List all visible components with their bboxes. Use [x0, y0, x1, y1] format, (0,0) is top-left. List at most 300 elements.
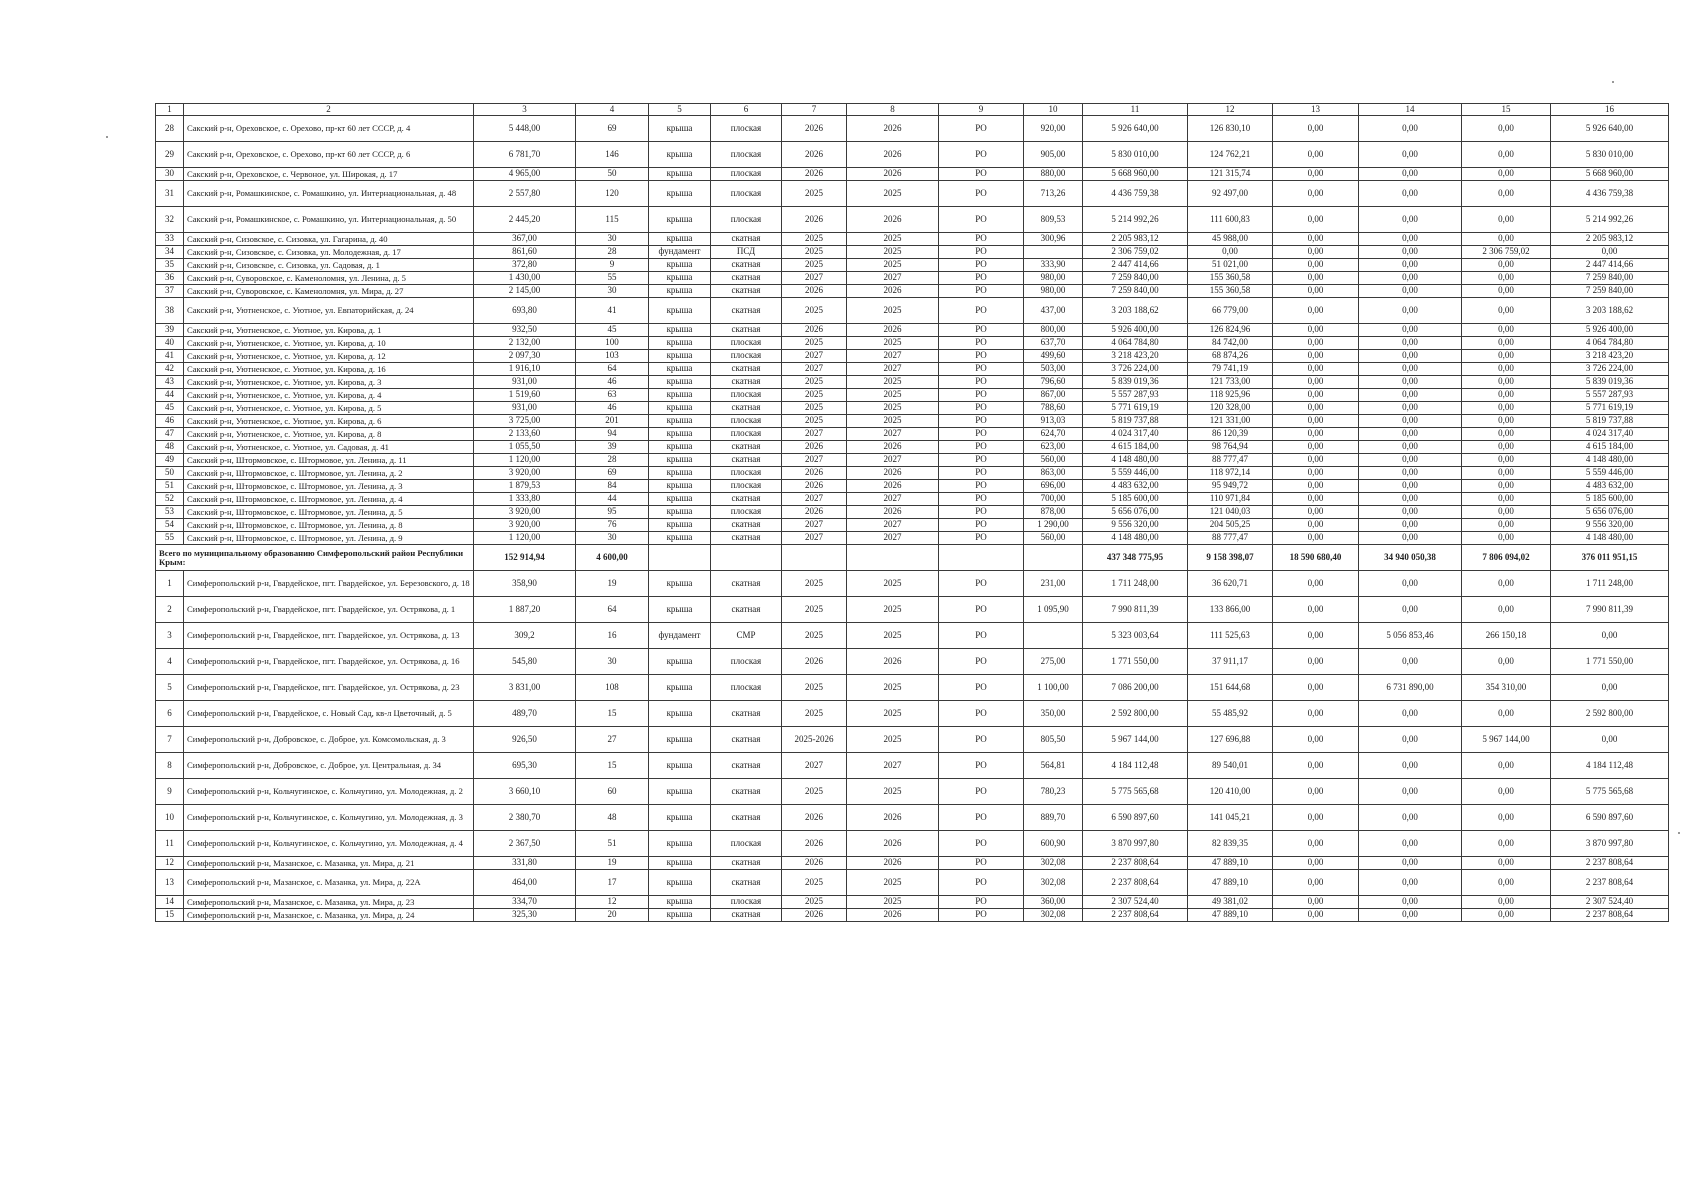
cell-c6: плоская	[711, 168, 782, 181]
column-header-16: 16	[1551, 104, 1669, 116]
cell-c6: скатная	[711, 805, 782, 831]
cell-c3: 1 120,00	[474, 532, 576, 545]
cell-c5: крыша	[649, 441, 711, 454]
cell-c4: 28	[576, 454, 649, 467]
cell-c8: 2026	[847, 480, 939, 493]
cell-c15: 0,00	[1462, 896, 1551, 909]
cell-c8: 2026	[847, 441, 939, 454]
cell-c16: 5 839 019,36	[1551, 376, 1669, 389]
cell-c4: 100	[576, 337, 649, 350]
row-number: 49	[156, 454, 184, 467]
cell-c9: РО	[939, 480, 1024, 493]
cell-c4: 120	[576, 181, 649, 207]
cell-c13: 0,00	[1273, 350, 1359, 363]
cell-c3: 3 920,00	[474, 467, 576, 480]
cell-c8: 2025	[847, 298, 939, 324]
cell-c14: 0,00	[1359, 454, 1462, 467]
cell-c15: 0,00	[1462, 493, 1551, 506]
table-row	[156, 649, 1669, 675]
cell-c16: 0,00	[1551, 727, 1669, 753]
cell-c15: 0,00	[1462, 285, 1551, 298]
cell-c3: 4 965,00	[474, 168, 576, 181]
address-cell: Симферопольский р-н, Добровское, с. Доброе, ул. Центральная, д. 34	[184, 753, 474, 779]
cell-c14: 0,00	[1359, 428, 1462, 441]
cell-c15: 0,00	[1462, 519, 1551, 532]
cell-c11: 4 148 480,00	[1083, 532, 1188, 545]
scan-speck	[1678, 832, 1680, 834]
address-cell: Сакский р-н, Штормовское, с. Штормовое, ул. Ленина, д. 9	[184, 532, 474, 545]
cell-c8: 2025	[847, 415, 939, 428]
cell-c6: СМР	[711, 623, 782, 649]
cell-c9: РО	[939, 116, 1024, 142]
cell-c6: скатная	[711, 571, 782, 597]
cell-c15: 0,00	[1462, 259, 1551, 272]
cell-c9: РО	[939, 779, 1024, 805]
cell-c13: 0,00	[1273, 298, 1359, 324]
address-cell: Симферопольский р-н, Мазанское, с. Мазанка, ул. Мира, д. 23	[184, 896, 474, 909]
cell-c14: 0,00	[1359, 870, 1462, 896]
column-header-2: 2	[184, 104, 474, 116]
cell-c13: 0,00	[1273, 870, 1359, 896]
cell-c3: 695,30	[474, 753, 576, 779]
cell-c8: 2026	[847, 506, 939, 519]
cell-c11: 4 148 480,00	[1083, 454, 1188, 467]
cell-c3: 1 887,20	[474, 597, 576, 623]
cell-c16: 2 447 414,66	[1551, 259, 1669, 272]
cell-c9: РО	[939, 272, 1024, 285]
cell-c5: крыша	[649, 805, 711, 831]
cell-c7: 2027	[782, 428, 847, 441]
cell-c12: 49 381,02	[1188, 896, 1273, 909]
cell-c10: 499,60	[1024, 350, 1083, 363]
cell-c13: 0,00	[1273, 623, 1359, 649]
cell-c3: 1 120,00	[474, 454, 576, 467]
cell-c8: 2026	[847, 805, 939, 831]
cell-c5: крыша	[649, 493, 711, 506]
cell-c16: 2 237 808,64	[1551, 857, 1669, 870]
address-cell: Сакский р-н, Ореховское, с. Орехово, пр-кт 60 лет СССР, д. 4	[184, 116, 474, 142]
cell-c13: 0,00	[1273, 571, 1359, 597]
cell-c15: 0,00	[1462, 324, 1551, 337]
table-row	[156, 753, 1669, 779]
cell-c8: 2027	[847, 350, 939, 363]
cell-c12: 66 779,00	[1188, 298, 1273, 324]
cell-c14: 0,00	[1359, 285, 1462, 298]
cell-c9: РО	[939, 493, 1024, 506]
cell-c10: 809,53	[1024, 207, 1083, 233]
cell-c16: 4 615 184,00	[1551, 441, 1669, 454]
cell-c8: 2026	[847, 142, 939, 168]
cell-c14: 0,00	[1359, 324, 1462, 337]
address-cell: Симферопольский р-н, Гвардейское, пгт. Гвардейское, ул. Острякова, д. 23	[184, 675, 474, 701]
cell-c6: скатная	[711, 402, 782, 415]
cell-c8: 2026	[847, 649, 939, 675]
table-row	[156, 857, 1669, 870]
cell-c8: 2025	[847, 337, 939, 350]
cell-c16: 1 711 248,00	[1551, 571, 1669, 597]
address-cell: Сакский р-н, Сизовское, с. Сизовка, ул. Гагарина, д. 40	[184, 233, 474, 246]
cell-c14: 0,00	[1359, 350, 1462, 363]
cell-c16: 0,00	[1551, 623, 1669, 649]
row-number: 55	[156, 532, 184, 545]
cell-c12: 9 158 398,07	[1188, 545, 1273, 571]
cell-c5: крыша	[649, 233, 711, 246]
cell-c7: 2027	[782, 454, 847, 467]
cell-c12: 121 040,03	[1188, 506, 1273, 519]
table-row	[156, 415, 1669, 428]
cell-c14: 0,00	[1359, 909, 1462, 922]
cell-c13: 0,00	[1273, 389, 1359, 402]
cell-c16: 2 205 983,12	[1551, 233, 1669, 246]
capital-repair-table	[155, 103, 1669, 922]
cell-c11: 5 656 076,00	[1083, 506, 1188, 519]
cell-c5: крыша	[649, 389, 711, 402]
cell-c5: крыша	[649, 363, 711, 376]
cell-c6: скатная	[711, 454, 782, 467]
address-cell: Сакский р-н, Уютненское, с. Уютное, ул. Кирова, д. 5	[184, 402, 474, 415]
cell-c4: 39	[576, 441, 649, 454]
cell-c13: 0,00	[1273, 701, 1359, 727]
row-number: 30	[156, 168, 184, 181]
table-row	[156, 285, 1669, 298]
table-row	[156, 363, 1669, 376]
cell-c3: 367,00	[474, 233, 576, 246]
cell-c16: 5 771 619,19	[1551, 402, 1669, 415]
cell-c12: 124 762,21	[1188, 142, 1273, 168]
table-row	[156, 142, 1669, 168]
cell-c14: 0,00	[1359, 116, 1462, 142]
cell-c15: 0,00	[1462, 207, 1551, 233]
cell-c16: 5 775 565,68	[1551, 779, 1669, 805]
column-header-1: 1	[156, 104, 184, 116]
cell-c4: 4 600,00	[576, 545, 649, 571]
cell-c10: 880,00	[1024, 168, 1083, 181]
cell-c14: 0,00	[1359, 753, 1462, 779]
table-row	[156, 727, 1669, 753]
cell-c12: 36 620,71	[1188, 571, 1273, 597]
cell-c15: 0,00	[1462, 753, 1551, 779]
table-row	[156, 675, 1669, 701]
cell-c11: 2 307 524,40	[1083, 896, 1188, 909]
cell-c16: 4 064 784,80	[1551, 337, 1669, 350]
cell-c10: 788,60	[1024, 402, 1083, 415]
address-cell: Сакский р-н, Уютненское, с. Уютное, ул. Кирова, д. 4	[184, 389, 474, 402]
cell-c11: 5 967 144,00	[1083, 727, 1188, 753]
address-cell: Сакский р-н, Уютненское, с. Уютное, ул. Евпаторийская, д. 24	[184, 298, 474, 324]
cell-c3: 309,2	[474, 623, 576, 649]
cell-c11: 9 556 320,00	[1083, 519, 1188, 532]
cell-c6: плоская	[711, 142, 782, 168]
cell-c13: 0,00	[1273, 506, 1359, 519]
row-number: 38	[156, 298, 184, 324]
cell-c7: 2026	[782, 207, 847, 233]
cell-c8: 2026	[847, 324, 939, 337]
address-cell: Сакский р-н, Уютненское, с. Уютное, ул. Кирова, д. 12	[184, 350, 474, 363]
cell-c3: 2 133,60	[474, 428, 576, 441]
cell-c9: РО	[939, 753, 1024, 779]
cell-c12: 95 949,72	[1188, 480, 1273, 493]
cell-c12: 120 328,00	[1188, 402, 1273, 415]
row-number: 46	[156, 415, 184, 428]
cell-c3: 1 879,53	[474, 480, 576, 493]
cell-c9: РО	[939, 142, 1024, 168]
cell-c4: 69	[576, 467, 649, 480]
table-row	[156, 116, 1669, 142]
cell-c12: 133 866,00	[1188, 597, 1273, 623]
cell-c6: скатная	[711, 324, 782, 337]
cell-c7: 2027	[782, 363, 847, 376]
address-cell: Симферопольский р-н, Гвардейское, пгт. Гвардейское, ул. Березовского, д. 18	[184, 571, 474, 597]
cell-c3: 1 333,80	[474, 493, 576, 506]
cell-c5: крыша	[649, 415, 711, 428]
cell-c11: 7 086 200,00	[1083, 675, 1188, 701]
table-row	[156, 571, 1669, 597]
cell-c5: фундамент	[649, 246, 711, 259]
address-cell: Сакский р-н, Суворовское, с. Каменоломня, ул. Мира, д. 27	[184, 285, 474, 298]
address-cell: Сакский р-н, Штормовское, с. Штормовое, ул. Ленина, д. 4	[184, 493, 474, 506]
cell-c6: ПСД	[711, 246, 782, 259]
cell-c12: 110 971,84	[1188, 493, 1273, 506]
cell-c11: 5 771 619,19	[1083, 402, 1188, 415]
cell-c7: 2027	[782, 272, 847, 285]
cell-c5: крыша	[649, 896, 711, 909]
cell-c5: крыша	[649, 571, 711, 597]
column-header-15: 15	[1462, 104, 1551, 116]
cell-c5: крыша	[649, 168, 711, 181]
cell-c16: 0,00	[1551, 246, 1669, 259]
cell-c16: 5 926 640,00	[1551, 116, 1669, 142]
cell-c7: 2025	[782, 779, 847, 805]
table-row	[156, 506, 1669, 519]
cell-c7: 2025	[782, 623, 847, 649]
cell-c8: 2025	[847, 259, 939, 272]
cell-c16: 5 830 010,00	[1551, 142, 1669, 168]
cell-c6	[711, 545, 782, 571]
cell-c12: 86 120,39	[1188, 428, 1273, 441]
cell-c13: 0,00	[1273, 181, 1359, 207]
cell-c10: 878,00	[1024, 506, 1083, 519]
cell-c14: 0,00	[1359, 805, 1462, 831]
row-number: 40	[156, 337, 184, 350]
cell-c14: 6 731 890,00	[1359, 675, 1462, 701]
cell-c11: 5 559 446,00	[1083, 467, 1188, 480]
cell-c6: скатная	[711, 532, 782, 545]
cell-c15: 0,00	[1462, 441, 1551, 454]
cell-c3: 3 920,00	[474, 506, 576, 519]
cell-c4: 64	[576, 597, 649, 623]
cell-c8: 2027	[847, 532, 939, 545]
cell-c5: крыша	[649, 909, 711, 922]
cell-c15: 0,00	[1462, 181, 1551, 207]
cell-c4: 44	[576, 493, 649, 506]
cell-c14: 0,00	[1359, 519, 1462, 532]
cell-c11: 5 839 019,36	[1083, 376, 1188, 389]
cell-c7: 2026	[782, 506, 847, 519]
address-cell: Сакский р-н, Суворовское, с. Каменоломня, ул. Ленина, д. 5	[184, 272, 474, 285]
row-number: 3	[156, 623, 184, 649]
cell-c4: 19	[576, 857, 649, 870]
cell-c11: 2 592 800,00	[1083, 701, 1188, 727]
cell-c4: 16	[576, 623, 649, 649]
cell-c9: РО	[939, 896, 1024, 909]
row-number: 39	[156, 324, 184, 337]
cell-c16: 5 819 737,88	[1551, 415, 1669, 428]
address-cell: Сакский р-н, Штормовское, с. Штормовое, ул. Ленина, д. 11	[184, 454, 474, 467]
cell-c10: 1 100,00	[1024, 675, 1083, 701]
cell-c7: 2025	[782, 376, 847, 389]
cell-c3: 331,80	[474, 857, 576, 870]
column-header-7: 7	[782, 104, 847, 116]
cell-c5: крыша	[649, 831, 711, 857]
cell-c3: 489,70	[474, 701, 576, 727]
cell-c8: 2025	[847, 402, 939, 415]
cell-c13: 0,00	[1273, 480, 1359, 493]
cell-c14: 0,00	[1359, 259, 1462, 272]
cell-c5: крыша	[649, 337, 711, 350]
header-row	[156, 104, 1669, 116]
cell-c3: 152 914,94	[474, 545, 576, 571]
cell-c6: плоская	[711, 415, 782, 428]
cell-c3: 5 448,00	[474, 116, 576, 142]
row-number: 7	[156, 727, 184, 753]
cell-c16: 2 592 800,00	[1551, 701, 1669, 727]
address-cell: Сакский р-н, Уютненское, с. Уютное, ул. Кирова, д. 10	[184, 337, 474, 350]
cell-c14: 0,00	[1359, 727, 1462, 753]
cell-c5: крыша	[649, 727, 711, 753]
row-number: 43	[156, 376, 184, 389]
cell-c13: 0,00	[1273, 324, 1359, 337]
cell-c7: 2027	[782, 519, 847, 532]
cell-c8: 2025	[847, 389, 939, 402]
cell-c4: 9	[576, 259, 649, 272]
cell-c7: 2026	[782, 857, 847, 870]
address-cell: Сакский р-н, Ромашкинское, с. Ромашкино, ул. Интернациональная, д. 48	[184, 181, 474, 207]
cell-c13: 0,00	[1273, 454, 1359, 467]
cell-c3: 932,50	[474, 324, 576, 337]
address-cell: Сакский р-н, Штормовское, с. Штормовое, ул. Ленина, д. 5	[184, 506, 474, 519]
row-number: 41	[156, 350, 184, 363]
table-row	[156, 181, 1669, 207]
cell-c9: РО	[939, 870, 1024, 896]
cell-c8: 2026	[847, 467, 939, 480]
cell-c16: 4 148 480,00	[1551, 532, 1669, 545]
cell-c10: 503,00	[1024, 363, 1083, 376]
cell-c14: 0,00	[1359, 493, 1462, 506]
cell-c9: РО	[939, 415, 1024, 428]
cell-c11: 5 926 400,00	[1083, 324, 1188, 337]
row-number: 36	[156, 272, 184, 285]
cell-c14: 0,00	[1359, 441, 1462, 454]
cell-c9: РО	[939, 259, 1024, 272]
cell-c16: 6 590 897,60	[1551, 805, 1669, 831]
cell-c11: 5 926 640,00	[1083, 116, 1188, 142]
cell-c5: крыша	[649, 701, 711, 727]
cell-c12: 88 777,47	[1188, 532, 1273, 545]
column-header-9: 9	[939, 104, 1024, 116]
cell-c7: 2025	[782, 337, 847, 350]
cell-c16: 2 307 524,40	[1551, 896, 1669, 909]
cell-c11: 4 024 317,40	[1083, 428, 1188, 441]
cell-c16: 3 203 188,62	[1551, 298, 1669, 324]
cell-c4: 46	[576, 402, 649, 415]
cell-c6: плоская	[711, 506, 782, 519]
cell-c4: 27	[576, 727, 649, 753]
cell-c10: 980,00	[1024, 272, 1083, 285]
address-cell: Сакский р-н, Ромашкинское, с. Ромашкино, ул. Интернациональная, д. 50	[184, 207, 474, 233]
cell-c15: 7 806 094,02	[1462, 545, 1551, 571]
cell-c6: скатная	[711, 597, 782, 623]
cell-c5: крыша	[649, 298, 711, 324]
cell-c9: РО	[939, 350, 1024, 363]
row-number: 11	[156, 831, 184, 857]
table-row	[156, 779, 1669, 805]
cell-c10	[1024, 246, 1083, 259]
cell-c10: 624,70	[1024, 428, 1083, 441]
table-row	[156, 168, 1669, 181]
cell-c10: 360,00	[1024, 896, 1083, 909]
table-row	[156, 298, 1669, 324]
cell-c8: 2026	[847, 857, 939, 870]
row-number: 29	[156, 142, 184, 168]
cell-c16: 5 557 287,93	[1551, 389, 1669, 402]
cell-c5: крыша	[649, 116, 711, 142]
cell-c3: 931,00	[474, 402, 576, 415]
cell-c16: 7 990 811,39	[1551, 597, 1669, 623]
cell-c5: крыша	[649, 649, 711, 675]
cell-c13: 0,00	[1273, 532, 1359, 545]
cell-c8: 2027	[847, 454, 939, 467]
cell-c11: 2 237 808,64	[1083, 870, 1188, 896]
cell-c14: 0,00	[1359, 142, 1462, 168]
cell-c13: 0,00	[1273, 246, 1359, 259]
cell-c16: 3 726 224,00	[1551, 363, 1669, 376]
cell-c10: 564,81	[1024, 753, 1083, 779]
address-cell: Сакский р-н, Уютненское, с. Уютное, ул. Кирова, д. 1	[184, 324, 474, 337]
row-number: 8	[156, 753, 184, 779]
cell-c14: 0,00	[1359, 376, 1462, 389]
cell-c9: РО	[939, 441, 1024, 454]
column-header-4: 4	[576, 104, 649, 116]
cell-c16: 5 668 960,00	[1551, 168, 1669, 181]
address-cell: Сакский р-н, Штормовское, с. Штормовое, ул. Ленина, д. 3	[184, 480, 474, 493]
cell-c9: РО	[939, 675, 1024, 701]
row-number: 9	[156, 779, 184, 805]
cell-c7: 2026	[782, 168, 847, 181]
row-number: 14	[156, 896, 184, 909]
cell-c12: 111 525,63	[1188, 623, 1273, 649]
row-number: 48	[156, 441, 184, 454]
cell-c6: плоская	[711, 649, 782, 675]
cell-c14: 0,00	[1359, 246, 1462, 259]
cell-c8: 2026	[847, 168, 939, 181]
cell-c3: 3 920,00	[474, 519, 576, 532]
cell-c15: 0,00	[1462, 909, 1551, 922]
cell-c15: 0,00	[1462, 467, 1551, 480]
cell-c12: 84 742,00	[1188, 337, 1273, 350]
column-header-13: 13	[1273, 104, 1359, 116]
cell-c16: 4 024 317,40	[1551, 428, 1669, 441]
cell-c7: 2027	[782, 753, 847, 779]
address-cell: Сакский р-н, Уютненское, с. Уютное, ул. Кирова, д. 16	[184, 363, 474, 376]
table-row	[156, 259, 1669, 272]
cell-c5: крыша	[649, 142, 711, 168]
cell-c9: РО	[939, 428, 1024, 441]
cell-c11: 4 184 112,48	[1083, 753, 1188, 779]
cell-c14: 0,00	[1359, 896, 1462, 909]
cell-c7: 2026	[782, 285, 847, 298]
column-header-8: 8	[847, 104, 939, 116]
address-cell: Симферопольский р-н, Гвардейское, пгт. Гвардейское, ул. Острякова, д. 16	[184, 649, 474, 675]
